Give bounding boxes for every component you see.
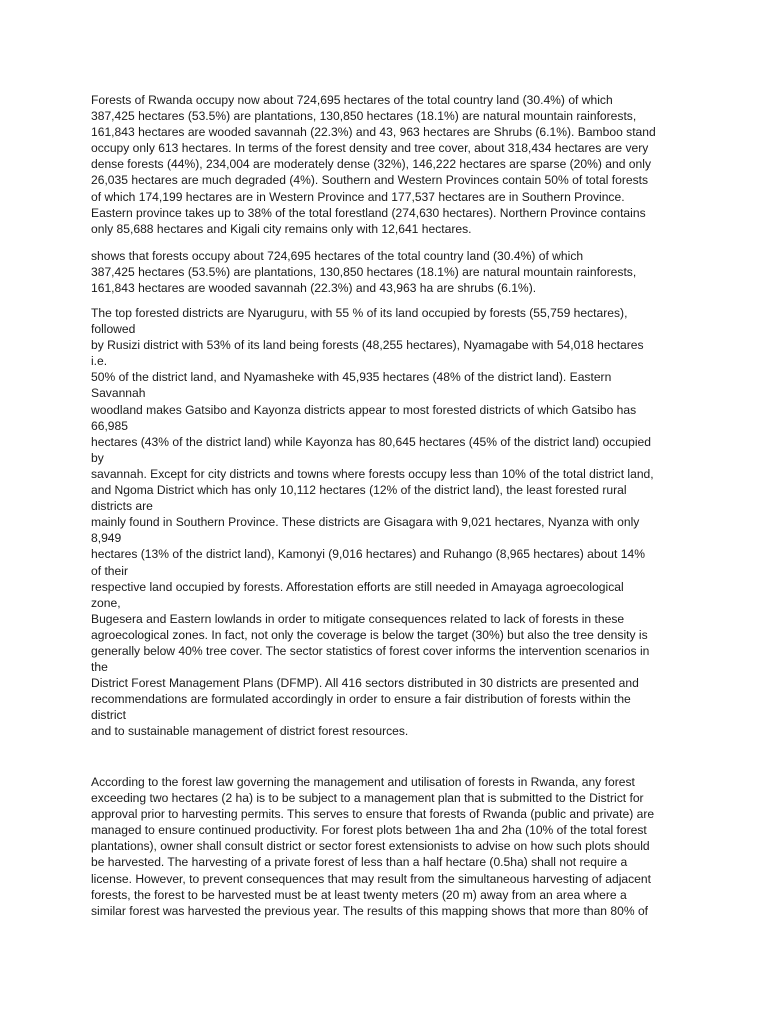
text-line: respective land occupied by forests. Afforestation efforts are still needed in Amayaga agroecological xyxy=(91,579,624,594)
text-line: of their xyxy=(91,563,128,578)
text-line: only 85,688 hectares and Kigali city remains only with 12,641 hectares. xyxy=(91,221,472,236)
text-line: approval prior to harvesting permits. This serves to ensure that forests of Rwanda (public and private) are xyxy=(91,807,655,822)
text-line: and Ngoma District which has only 10,112 hectares (12% of the district land), the least forested rural xyxy=(91,483,627,498)
text-line: of which 174,199 hectares are in Western Province and 177,537 hectares are in Southern Province. xyxy=(91,189,625,204)
text-line: District Forest Management Plans (DFMP). All 416 sectors distributed in 30 districts are presented and xyxy=(91,676,639,691)
text-line: districts are xyxy=(91,499,153,514)
text-line: 50% of the district land, and Nyamasheke with 45,935 hectares (48% of the district land). Eastern xyxy=(91,370,612,385)
text-line: mainly found in Southern Province. These districts are Gisagara with 9,021 hectares, Nyanza with only xyxy=(91,515,640,530)
text-line: followed xyxy=(91,322,136,337)
text-line: Forests of Rwanda occupy now about 724,695 hectares of the total country land (30.4%) of which xyxy=(91,93,613,107)
text-line: Savannah xyxy=(91,386,146,401)
text-line: dense forests (44%), 234,004 are moderately dense (32%), 146,222 hectares are sparse (20%) and only xyxy=(91,157,651,172)
text-line: similar forest was harvested the previous year. The results of this mapping shows that more than 80% of xyxy=(91,903,649,918)
text-line: The top forested districts are Nyaruguru, with 55 % of its land occupied by forests (55,759 hectares), xyxy=(91,306,628,320)
paragraph-forested-districts xyxy=(91,305,691,740)
text-line: exceeding two hectares (2 ha) is to be subject to a management plan that is submitted to the District for xyxy=(91,791,644,806)
text-line: district xyxy=(91,708,126,723)
text-line: According to the forest law governing the management and utilisation of forests in Rwanda, any forest xyxy=(91,775,635,789)
text-line: forests, the forest to be harvested must be at least twenty meters (20 m) away from an area where a xyxy=(91,887,627,902)
text-line: the xyxy=(91,660,108,675)
text-line: woodland makes Gatsibo and Kayonza districts appear to most forested districts of which Gatsibo has xyxy=(91,402,637,417)
text-line: 8,949 xyxy=(91,531,122,546)
text-line: Bugesera and Eastern lowlands in order to mitigate consequences related to lack of forests in these xyxy=(91,611,625,626)
text-line: shows that forests occupy about 724,695 hectares of the total country land (30.4%) of which xyxy=(91,249,584,263)
text-line: by Rusizi district with 53% of its land being forests (48,255 hectares), Nyamagabe with 54,018 hectares xyxy=(91,338,644,353)
text-line: by xyxy=(91,450,104,465)
text-line: hectares (43% of the district land) while Kayonza has 80,645 hectares (45% of the district land) occupied xyxy=(91,434,651,449)
text-line: 387,425 hectares (53.5%) are plantations, 130,850 hectares (18.1%) are natural mountain rainforests, xyxy=(91,109,637,124)
text-line: zone, xyxy=(91,595,121,610)
text-line: 387,425 hectares (53.5%) are plantations, 130,850 hectares (18.1%) are natural mountain rainforests, xyxy=(91,265,637,280)
text-line: be harvested. The harvesting of a private forest of less than a half hectare (0.5ha) shall not require a xyxy=(91,855,628,870)
text-line: hectares (13% of the district land), Kamonyi (9,016 hectares) and Ruhango (8,965 hectares) about 14% xyxy=(91,547,645,562)
text-line: 161,843 hectares are wooded savannah (22.3%) and 43, 963 hectares are Shrubs (6.1%). Bamboo stand xyxy=(91,125,656,140)
text-line: occupy only 613 hectares. In terms of the forest density and tree cover, about 318,434 hectares are very xyxy=(91,141,649,156)
text-line: recommendations are formulated accordingly in order to ensure a fair distribution of forests within the xyxy=(91,692,631,707)
text-line: managed to ensure continued productivity. For forest plots between 1ha and 2ha (10% of the total forest xyxy=(91,823,647,838)
text-line: 161,843 hectares are wooded savannah (22.3%) and 43,963 ha are shrubs (6.1%). xyxy=(91,281,537,296)
text-line: 66,985 xyxy=(91,418,128,433)
text-line: license. However, to prevent consequences that may result from the simultaneous harvesting of adjacent xyxy=(91,871,651,886)
text-line: agroecological zones. In fact, not only the coverage is below the target (30%) but also the tree density is xyxy=(91,627,648,642)
text-line: 26,035 hectares are much degraded (4%). Southern and Western Provinces contain 50% of total forests xyxy=(91,173,649,188)
text-line: i.e. xyxy=(91,354,108,369)
paragraph-forest-law xyxy=(91,774,691,919)
text-line: and to sustainable management of district forest resources. xyxy=(91,724,409,739)
paragraph-forest-summary xyxy=(91,248,691,296)
text-line: plantations), owner shall consult district or sector forest extensionists to advise on how such plots should xyxy=(91,839,650,854)
text-line: generally below 40% tree cover. The sector statistics of forest cover informs the intervention scenarios in xyxy=(91,643,650,658)
text-line: Eastern province takes up to 38% of the total forestland (274,630 hectares). Northern Province contains xyxy=(91,205,646,220)
paragraph-forest-overview xyxy=(91,92,691,237)
text-line: savannah. Except for city districts and towns where forests occupy less than 10% of the total district land, xyxy=(91,466,654,481)
